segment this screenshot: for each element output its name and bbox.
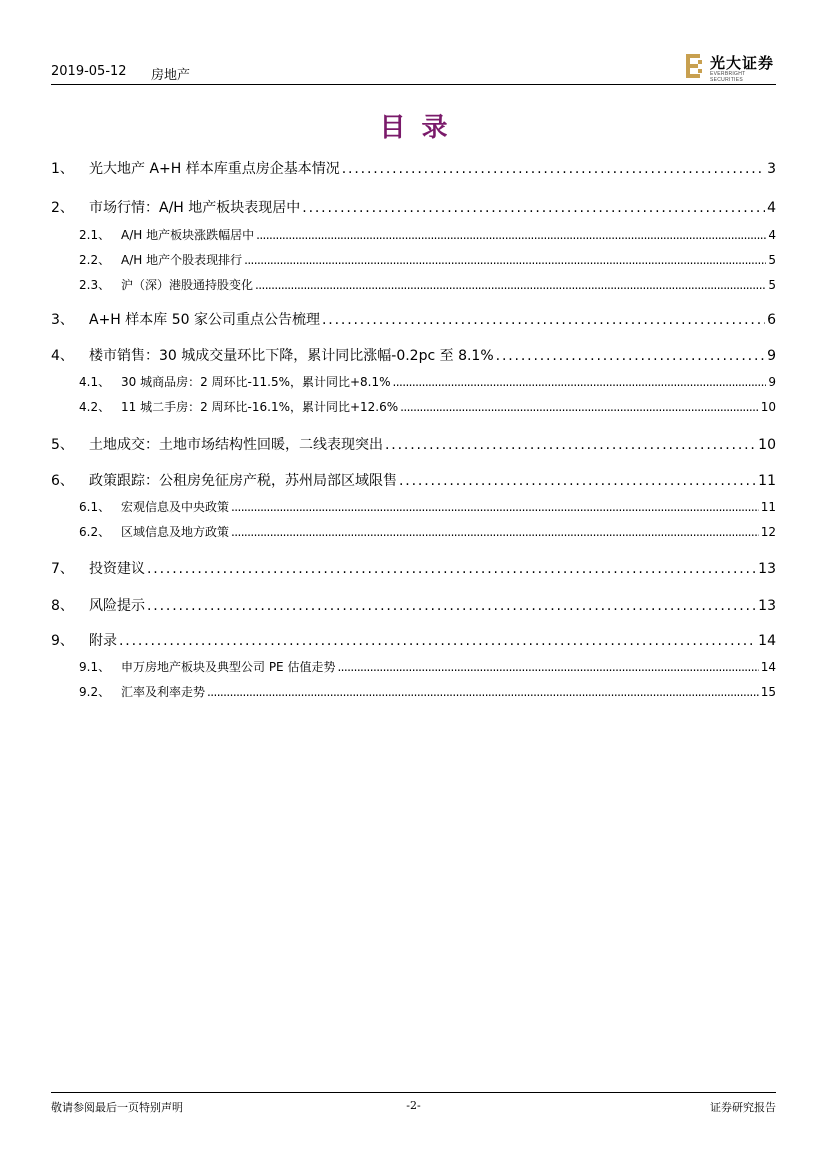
toc-entry[interactable] — [79, 226, 776, 243]
toc-entry[interactable] — [79, 523, 776, 540]
toc-entry-title: 沪（深）港股通持股变化 — [121, 278, 254, 292]
toc-entry-title: 30 城商品房：2 周环比-11.5%，累计同比+8.1% — [121, 375, 391, 389]
toc-entry-title: 11 城二手房：2 周环比-16.1%，累计同比+12.6% — [121, 400, 399, 414]
toc-entry-page: 15 — [760, 685, 776, 699]
report-date: 2019-05-12 — [51, 64, 127, 79]
toc-entry[interactable] — [79, 251, 776, 268]
toc-entry-title: 风险提示 — [89, 598, 145, 614]
toc-entry-page: 5 — [768, 253, 776, 267]
toc-entry[interactable] — [51, 470, 776, 490]
toc-leader-dots — [393, 375, 767, 389]
toc-entry-page: 3 — [767, 161, 776, 177]
toc-entry[interactable] — [79, 276, 776, 293]
toc-entry-page: 11 — [758, 473, 776, 489]
toc-entry-number: 8、 — [51, 598, 74, 614]
toc-entry[interactable] — [51, 434, 776, 454]
toc-leader-dots — [400, 400, 759, 414]
toc-leader-dots — [244, 253, 766, 267]
toc-entry-page: 13 — [758, 561, 776, 577]
report-sector: 房地产 — [151, 68, 191, 83]
page-footer — [51, 1092, 776, 1123]
toc-leader-dots — [302, 200, 765, 216]
logo-english-name: EVERBRIGHT SECURITIES — [710, 71, 746, 83]
toc-entry-page: 9 — [767, 348, 776, 364]
toc-entry-number: 7、 — [51, 561, 74, 577]
toc-entry-number: 9.2、 — [79, 685, 111, 699]
toc-entry-title: 政策跟踪：公租房免征房产税，苏州局部区域限售 — [89, 473, 397, 489]
toc-entry-page: 4 — [767, 200, 776, 216]
toc-entry[interactable] — [79, 398, 776, 415]
toc-entry-title: 土地成交：土地市场结构性回暖，二线表现突出 — [89, 437, 383, 453]
footer-report-type: 证券研究报告 — [710, 1101, 776, 1114]
toc-entry-number: 2.2、 — [79, 253, 111, 267]
toc-entry-title: 楼市销售：30 城成交量环比下降，累计同比涨幅-0.2pc 至 8.1% — [89, 348, 494, 364]
everbright-logo-mark-icon — [684, 52, 706, 80]
toc-leader-dots — [231, 500, 759, 514]
toc-entry-number: 5、 — [51, 437, 74, 453]
toc-entry[interactable] — [51, 595, 776, 615]
toc-entry-page: 14 — [760, 660, 776, 674]
toc-entry[interactable] — [51, 158, 776, 178]
toc-leader-dots — [147, 561, 756, 577]
toc-entry-number: 4.1、 — [79, 375, 111, 389]
toc-entry-number: 4.2、 — [79, 400, 111, 414]
toc-entry-number: 1、 — [51, 161, 74, 177]
toc-leader-dots — [342, 161, 765, 177]
toc-entry[interactable] — [51, 345, 776, 365]
toc-entry-number: 2.1、 — [79, 228, 111, 242]
toc-leader-dots — [322, 312, 765, 328]
toc-entry[interactable] — [51, 630, 776, 650]
toc-entry[interactable] — [51, 558, 776, 578]
toc-entry-title: 投资建议 — [89, 561, 145, 577]
page-header — [51, 50, 776, 85]
toc-entry-page: 10 — [760, 400, 776, 414]
toc-entry[interactable] — [79, 658, 776, 675]
toc-entry-number: 4、 — [51, 348, 74, 364]
everbright-logo — [684, 52, 776, 83]
footer-page-number: -2- — [406, 1099, 421, 1112]
toc-leader-dots — [231, 525, 759, 539]
toc-leader-dots — [207, 685, 759, 699]
toc-entry-number: 2、 — [51, 200, 74, 216]
toc-entry-number: 6.2、 — [79, 525, 111, 539]
toc-leader-dots — [399, 473, 756, 489]
toc-entry[interactable] — [79, 683, 776, 700]
toc-leader-dots — [119, 633, 756, 649]
toc-entry-title: 宏观信息及中央政策 — [121, 500, 230, 514]
toc-entry-title: A/H 地产板块涨跌幅居中 — [121, 228, 255, 242]
toc-entry-page: 6 — [767, 312, 776, 328]
toc-entry-page: 4 — [768, 228, 776, 242]
toc-leader-dots — [385, 437, 756, 453]
toc-entry-title: 光大地产 A+H 样本库重点房企基本情况 — [89, 161, 340, 177]
toc-entry-page: 9 — [768, 375, 776, 389]
toc-entry-number: 6.1、 — [79, 500, 111, 514]
toc-entry-title: 汇率及利率走势 — [121, 685, 206, 699]
toc-entry-page: 14 — [758, 633, 776, 649]
toc-entry-title: A/H 地产个股表现排行 — [121, 253, 243, 267]
toc-entry-title: 区域信息及地方政策 — [121, 525, 230, 539]
toc-entry-title: A+H 样本库 50 家公司重点公告梳理 — [89, 312, 320, 328]
toc-leader-dots — [147, 598, 756, 614]
toc-entry-number: 9、 — [51, 633, 74, 649]
toc-leader-dots — [256, 228, 766, 242]
toc-entry-number: 3、 — [51, 312, 74, 328]
toc-leader-dots — [337, 660, 758, 674]
toc-entry-page: 13 — [758, 598, 776, 614]
toc-entry[interactable] — [51, 309, 776, 329]
toc-entry-page: 10 — [758, 437, 776, 453]
logo-chinese-name: 光大证券 — [710, 54, 775, 72]
toc-entry[interactable] — [51, 197, 776, 217]
toc-leader-dots — [496, 348, 765, 364]
toc-entry[interactable] — [79, 373, 776, 390]
toc-entry-page: 5 — [768, 278, 776, 292]
footer-disclaimer: 敬请参阅最后一页特别声明 — [51, 1101, 183, 1114]
toc-title: 目录 — [379, 113, 464, 143]
toc-entry-page: 11 — [760, 500, 776, 514]
toc-entry-number: 9.1、 — [79, 660, 111, 674]
toc-entry-title: 申万房地产板块及典型公司 PE 估值走势 — [121, 660, 336, 674]
toc-entry-number: 6、 — [51, 473, 74, 489]
toc-entry[interactable] — [79, 498, 776, 515]
toc-leader-dots — [255, 278, 766, 292]
toc-entry-title: 市场行情：A/H 地产板块表现居中 — [89, 200, 301, 216]
toc-entry-number: 2.3、 — [79, 278, 111, 292]
toc-entry-page: 12 — [760, 525, 776, 539]
toc-entry-title: 附录 — [89, 633, 117, 649]
